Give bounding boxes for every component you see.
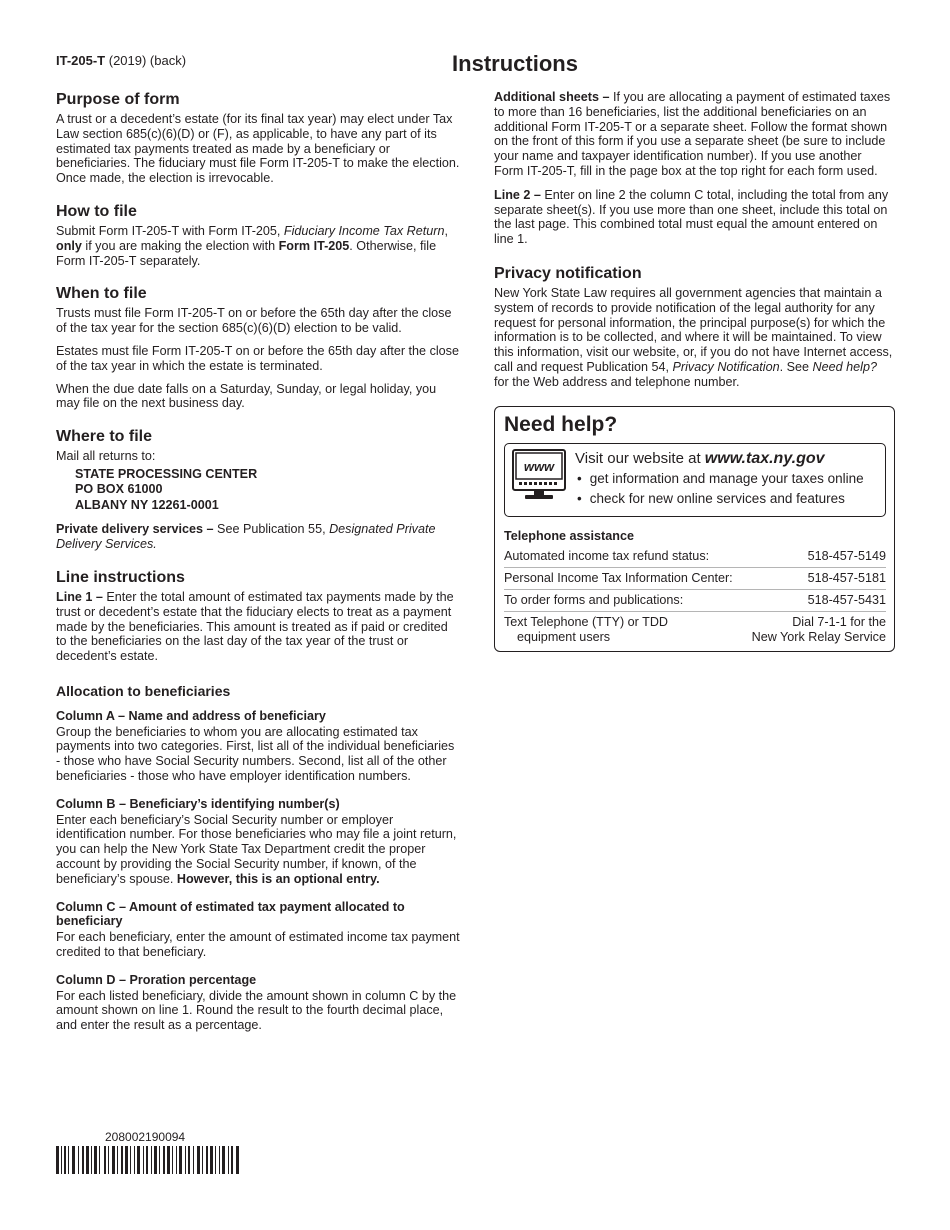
address-line: PO BOX 61000 xyxy=(75,482,163,497)
phone-label: To order forms and publications: xyxy=(504,592,684,607)
table-row xyxy=(504,567,886,589)
phone-number: Dial 7-1-1 for the New York Relay Service xyxy=(751,614,886,644)
where-to-file-section xyxy=(56,427,460,552)
www-icon-text: www xyxy=(523,458,555,474)
left-column xyxy=(56,90,460,1041)
when-to-file-holiday: When the due date falls on a Saturday, Sunday, or legal holiday, you may file on the next business day. xyxy=(56,381,437,411)
mailing-address xyxy=(75,467,460,514)
need-help-title: Need help? xyxy=(504,412,618,436)
phone-number: 518-457-5431 xyxy=(807,592,886,607)
telephone-table xyxy=(504,546,886,647)
column-b-heading: Column B – Beneficiary’s identifying number(s) xyxy=(56,796,340,811)
barcode-number: 208002190094 xyxy=(105,1130,186,1144)
purpose-heading: Purpose of form xyxy=(56,91,180,108)
purpose-section xyxy=(56,90,460,186)
how-to-file-heading: How to file xyxy=(56,202,137,220)
right-column xyxy=(494,90,894,652)
visit-line: Visit our website at www.tax.ny.gov xyxy=(575,449,825,467)
barcode-icon xyxy=(56,1146,240,1174)
line1-instruction: Line 1 – Enter the total amount of estimated tax payments made by the trust or decedent’s estate that the fiduciary elects to treat as a payment made by the beneficiaries. This amount is treated as if paid or credited to the beneficiaries on the last day of the tax year of the trust or decedent’s estate. xyxy=(56,590,454,664)
privacy-text: New York State Law requires all government agencies that maintain a system of records to provide notification of the legal authority for any request for personal information, the principal purpose(s) for which the information is to be collected, and where it will be maintained. To view this information, visit our website, or, if you do not have Internet access, call and request Publication 54, Privacy Notification. See Need help? for the Web address and telephone number. xyxy=(494,285,893,389)
website-link[interactable]: www.tax.ny.gov xyxy=(704,449,825,467)
when-to-file-trusts: Trusts must file Form IT-205-T on or before the 65th day after the close of the tax year for the section 685(c)(6)(D) election to be valid. xyxy=(56,306,452,336)
telephone-assistance-heading: Telephone assistance xyxy=(504,528,634,543)
column-a-heading: Column A – Name and address of beneficiary xyxy=(56,708,326,723)
column-c-text: For each beneficiary, enter the amount of estimated income tax payment credited to that beneficiary. xyxy=(56,930,460,959)
allocation-heading: Allocation to beneficiaries xyxy=(56,683,231,700)
line-instructions-section xyxy=(56,568,460,664)
allocation-section xyxy=(56,684,460,1033)
column-d-text: For each listed beneficiary, divide the amount shown in column C by the amount shown on line 1. Round the result to the fourth decimal place, and enter the result as a percentage. xyxy=(56,988,457,1033)
where-to-file-heading: Where to file xyxy=(56,428,153,446)
column-c-heading: Column C – Amount of estimated tax payment allocated to beneficiary xyxy=(56,899,405,929)
phone-number: 518-457-5149 xyxy=(807,549,886,564)
column-b-text: Enter each beneficiary’s Social Security number or employer identification number. For those beneficiaries who may file a joint return, you can help the New York State Tax Department credit the proper account by providing the Social Security number, if known, of the beneficiary’s spouse. However, this is an optional entry. xyxy=(56,812,457,886)
website-text xyxy=(575,449,864,510)
need-help-box xyxy=(494,406,895,653)
column-a-text: Group the beneficiaries to whom you are allocating estimated tax payments into two categories. First, list all of the individual beneficiaries - those who have Social Security numbers. Second, list all of the other beneficiaries - those who have employer identification numbers. xyxy=(56,724,455,784)
privacy-section xyxy=(494,264,894,390)
privacy-heading: Privacy notification xyxy=(494,264,642,282)
phone-label: Text Telephone (TTY) or TDD equipment users xyxy=(504,614,669,644)
when-to-file-heading: When to file xyxy=(56,285,147,303)
phone-label: Automated income tax refund status: xyxy=(504,549,710,564)
table-row xyxy=(504,589,886,611)
when-to-file-section xyxy=(56,284,460,411)
line-instructions-heading: Line instructions xyxy=(56,569,185,587)
how-to-file-section xyxy=(56,202,460,268)
address-line: ALBANY NY 12261-0001 xyxy=(75,497,219,512)
list-item: • check for new online services and features xyxy=(575,489,864,509)
mail-intro: Mail all returns to: xyxy=(56,449,156,464)
list-item: • get information and manage your taxes online xyxy=(575,469,864,489)
additional-sheets-text: Additional sheets – If you are allocating a payment of estimated taxes to more than 16 beneficiaries, list the additional beneficiaries on an additional Form IT-205-T or a separate sheet. Follow the format shown on the front of this form if you use a separate sheet (be sure to include your name and taxpayer identification number). If you use another Form IT-205-T, fill in the page box at the top right for each form used. xyxy=(494,90,891,178)
purpose-text: A trust or a decedent’s estate (for its final tax year) may elect under Tax Law section 685(c)(6)(D) or (F), as applicable, to have any part of its estimated tax payments treated as made by a beneficiary or beneficiaries. The fiduciary must file Form IT-205-T to make the election. Once made, the election is irrevocable. xyxy=(56,112,460,186)
how-to-file-text: Submit Form IT-205-T with Form IT-205, Fiduciary Income Tax Return, only if you are making the election with Form IT-205. Otherwise, file Form IT-205-T separately. xyxy=(56,223,448,268)
column-d-heading: Column D – Proration percentage xyxy=(56,972,257,987)
table-row xyxy=(504,611,886,648)
website-box xyxy=(504,443,886,517)
when-to-file-estates: Estates must file Form IT-205-T on or before the 65th day after the close of the tax year in which the estate is terminated. xyxy=(56,343,459,373)
website-bullets xyxy=(575,469,864,509)
form-year-side: (2019) (back) xyxy=(105,53,187,68)
page-title: Instructions xyxy=(452,51,578,76)
phone-number: 518-457-5181 xyxy=(807,571,886,586)
private-delivery-text: Private delivery services – See Publication 55, Designated Private Delivery Services. xyxy=(56,522,436,552)
line2-instruction: Line 2 – Enter on line 2 the column C total, including the total from any separate sheet(s). If you use more than one sheet, include this total on the last page. This combined total must equal the amount entered on line 1. xyxy=(494,187,889,247)
phone-label: Personal Income Tax Information Center: xyxy=(504,571,733,586)
table-row xyxy=(504,546,886,567)
form-id: IT-205-T xyxy=(56,53,106,68)
www-monitor-icon xyxy=(512,449,566,501)
address-line: STATE PROCESSING CENTER xyxy=(75,466,258,481)
